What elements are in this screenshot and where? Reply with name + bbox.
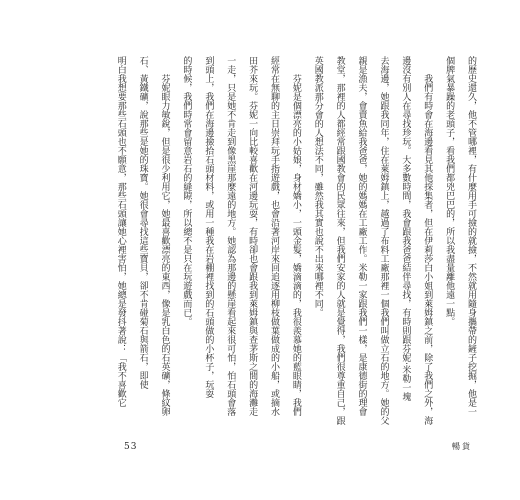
- text-column: 明白我想要那些石頭也不願意，那些石頭讓她心裡害怕，她總是發抖著說：「我不喜歡它: [115, 56, 126, 407]
- text-column: 一走，只是她不肯走到像黑崖那麼遠的地方。她認為那邊的懸崖看起來很可怕，怕石頭會落: [225, 56, 236, 416]
- text-column: 英國教派那分會的人想法不同，雖然我其實也說不出來哪裡不同。: [312, 56, 323, 317]
- text-column: 的歷史還久，他不管哪裡，有什麼用手可撿的就撿，不然就用隨身攜帶的鏟子挖掘，他是一: [466, 56, 476, 416]
- text-column: 芬妮眼力敏銳，但是很少利用它，她最喜歡漂亮的東西，像是乳白色的石英礦，條紋卵: [159, 56, 170, 416]
- running-footer: 暢貨: [452, 442, 472, 451]
- text-column: 石、黃鐵礦，說那些是她的珠寶。她很會尋找這些寶貝，卻不肯碰菊石與箭石，即使: [137, 56, 148, 389]
- text-column: 芬妮是個漂亮的小姑娘，身材嬌小，一頭金髮，嬌滴滴的，我很羨慕她的藍眼睛，我們: [290, 56, 301, 416]
- text-column: 田芥來玩。芬妮一向比較喜歡在河邊玩耍，有時卻也會跟我到萊姆鎮與查茅斯之間的海灘走: [247, 56, 258, 416]
- text-column: 邊沒有別人在尋找珍玩。大多數時間，我會跟我爸爸結伴尋找，有時則跟芬妮‧米勒一塊: [400, 56, 411, 401]
- text-column: 到頭上，我們在海邊撿拾石頭材料，或用一種我在岩棚裡找到的石頭做的小杯子，玩耍: [203, 56, 214, 398]
- page-number: 53: [124, 442, 138, 452]
- body-text: [116, 56, 475, 434]
- text-column: 個脾氣暴躁的老頭子，看我們都兇巴巴的，所以我盡量離他遠一點。: [444, 56, 455, 326]
- text-column: 經常在無聊的主日崇拜玩手指遊戲，也會沿著河岸來回追逐用柳枝做葉做成的小船，或摘水: [268, 56, 279, 416]
- text-column: 的時候，我們時常會留意岩石的縫隙，所以總不是只在玩遊戲而已。: [181, 56, 192, 326]
- text-column: 去海邊，她跟我同年，住在萊姆鎮上，越過了布料工廠那裡一個我們叫做立石的地方。她的父: [378, 56, 389, 425]
- text-column: 親是漁夫，會賣魚給我爸爸，她的媽媽在工廠工作。米勒一家跟我們一樣，是康德街的理會: [356, 56, 367, 416]
- text-column: 我們有時會在海邊看見其他採集者，但在伊莉莎白小姐到萊姆鎮之前，除了我們之外，海: [422, 56, 433, 425]
- text-column: 教堂，那裡的人都經常跟國教會的民眾往來，但我們安家的人就是覺得，我們很尊重自己，跟: [334, 56, 345, 425]
